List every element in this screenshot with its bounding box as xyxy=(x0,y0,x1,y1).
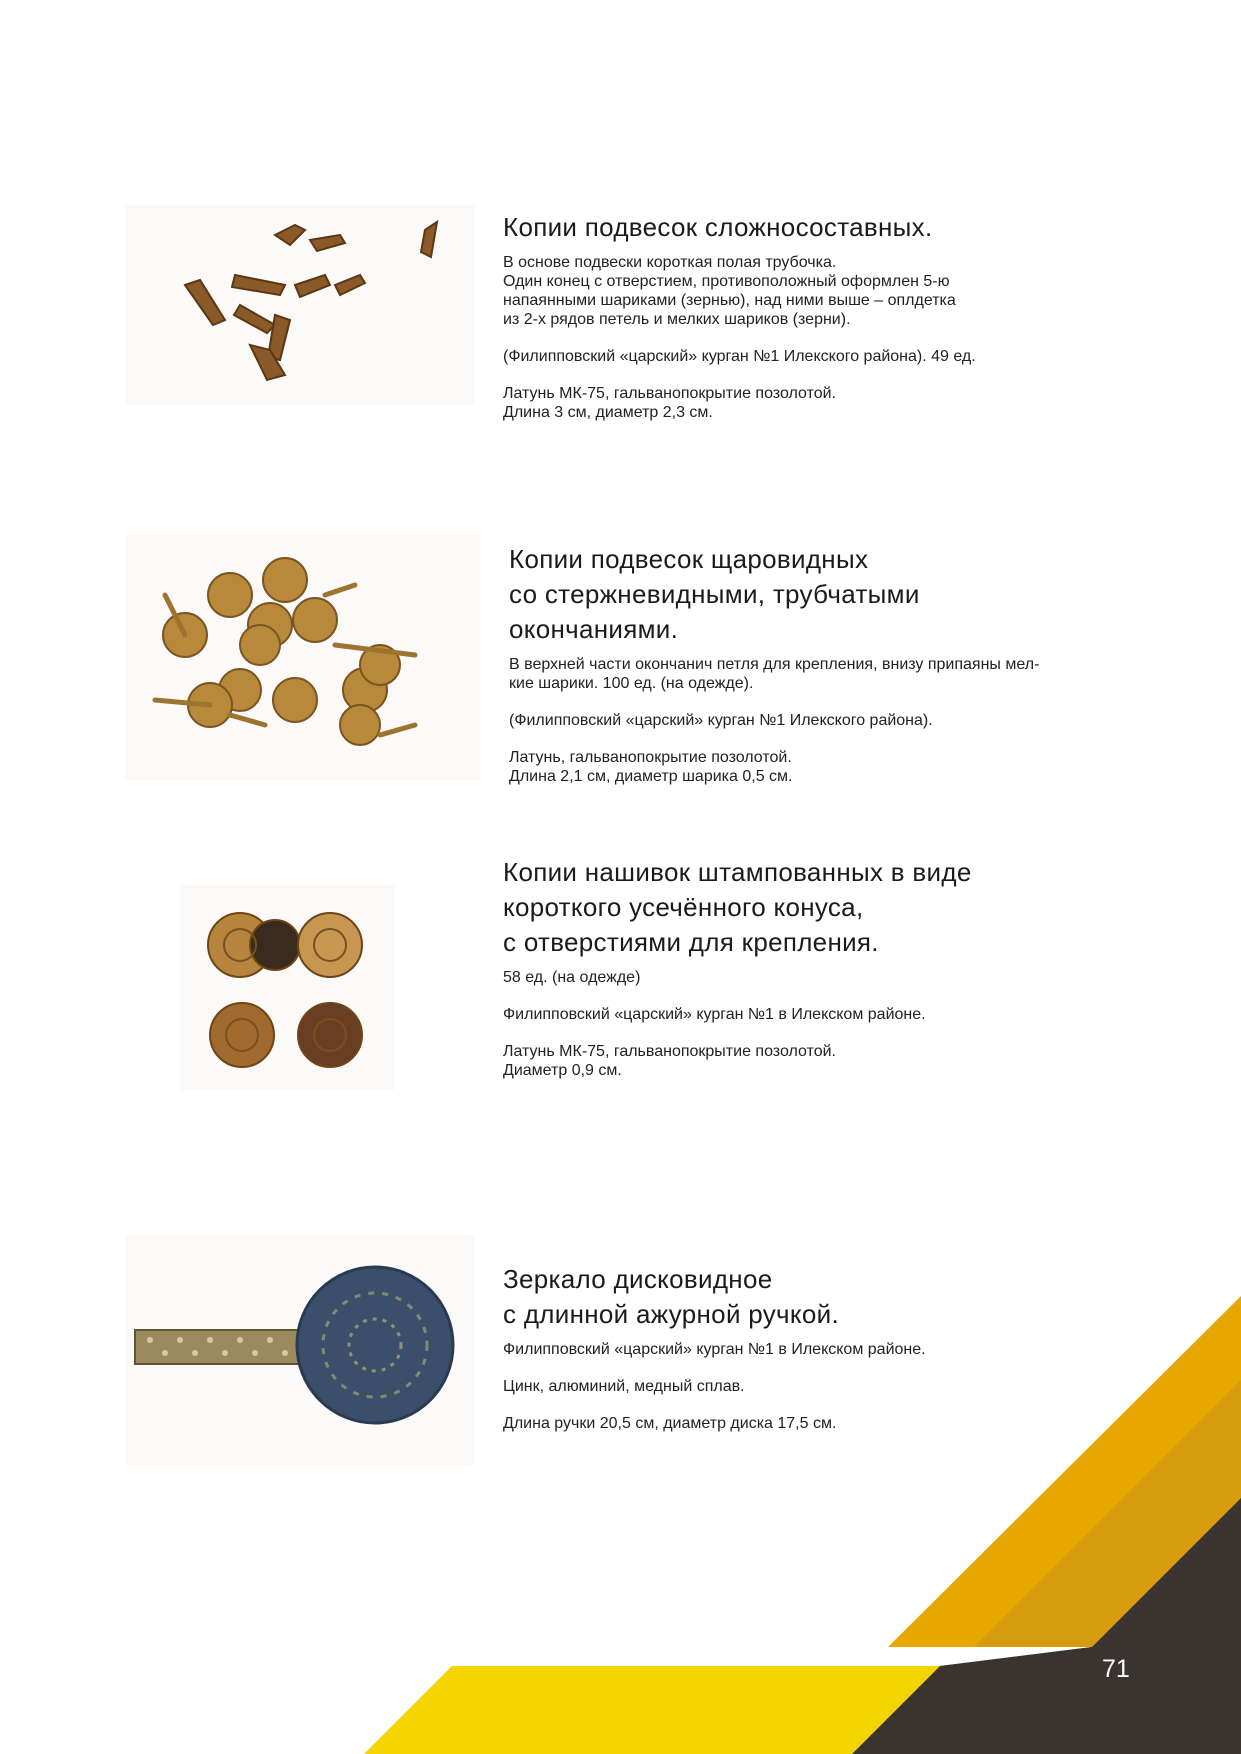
item-1-material: Латунь МК-75, гальванопокрытие позолотой. xyxy=(503,385,836,402)
item-2-material: Латунь, гальванопокрытие позолотой. xyxy=(509,749,792,766)
yellow-bottom-band xyxy=(364,1666,940,1754)
item-1-desc-line: из 2-х рядов петель и мелких шариков (зерни). xyxy=(503,311,851,328)
item-1-source: (Филипповский «царский» курган №1 Илекского района). 49 ед. xyxy=(503,348,976,365)
item-4 xyxy=(0,1232,1241,1472)
item-2-desc-line: кие шарики. 100 ед. (на одежде). xyxy=(509,675,754,692)
item-2-text xyxy=(509,542,1209,786)
item-3-text xyxy=(503,855,1223,1080)
item-3-material: Латунь МК-75, гальванопокрытие позолотой. xyxy=(503,1043,836,1060)
item-4-size: Длина ручки 20,5 см, диаметр диска 17,5 см. xyxy=(503,1415,837,1432)
item-1-desc-line: Один конец с отверстием, противоположный оформлен 5-ю xyxy=(503,273,950,290)
item-4-title: Зеркало дисковидное с длинной ажурной ручкой. xyxy=(503,1264,839,1329)
item-3-source: Филипповский «царский» курган №1 в Илекском районе. xyxy=(503,1006,926,1023)
item-1-desc-line: напаянными шариками (зернью), над ними выше – оплдетка xyxy=(503,292,956,309)
mirror-photo xyxy=(125,1235,475,1465)
item-1-desc-line: В основе подвески короткая полая трубочка. xyxy=(503,254,837,271)
page-number: 71 xyxy=(1102,1655,1130,1683)
item-2-title: Копии подвесок щаровидных со стержневидными, трубчатыми окончаниями. xyxy=(509,544,920,644)
item-1-title: Копии подвесок сложносоставных. xyxy=(503,212,933,242)
item-2-size: Длина 2,1 см, диаметр шарика 0,5 см. xyxy=(509,768,793,785)
item-2-source: (Филипповский «царский» курган №1 Илекского района). xyxy=(509,712,933,729)
item-3 xyxy=(0,855,1241,1095)
item-1-text xyxy=(503,210,1203,422)
item-3-count: 58 ед. (на одежде) xyxy=(503,969,641,986)
item-4-material: Цинк, алюминий, медный сплав. xyxy=(503,1378,745,1395)
item-4-text xyxy=(503,1262,1223,1433)
item-3-title: Копии нашивок штампованных в виде короткого усечённого конуса, с отверстиями для крепления. xyxy=(503,857,972,957)
item-1 xyxy=(0,200,1241,430)
pendant-spherical-photo xyxy=(125,535,480,780)
item-2 xyxy=(0,530,1241,800)
item-4-source: Филипповский «царский» курган №1 в Илекском районе. xyxy=(503,1341,926,1358)
item-3-size: Диаметр 0,9 см. xyxy=(503,1062,622,1079)
item-1-size: Длина 3 см, диаметр 2,3 см. xyxy=(503,404,713,421)
item-2-desc-line: В верхней части окончанич петля для крепления, внизу припаяны мел- xyxy=(509,656,1040,673)
stamped-appliques-photo xyxy=(180,885,395,1090)
pendant-composite-photo xyxy=(125,205,475,405)
